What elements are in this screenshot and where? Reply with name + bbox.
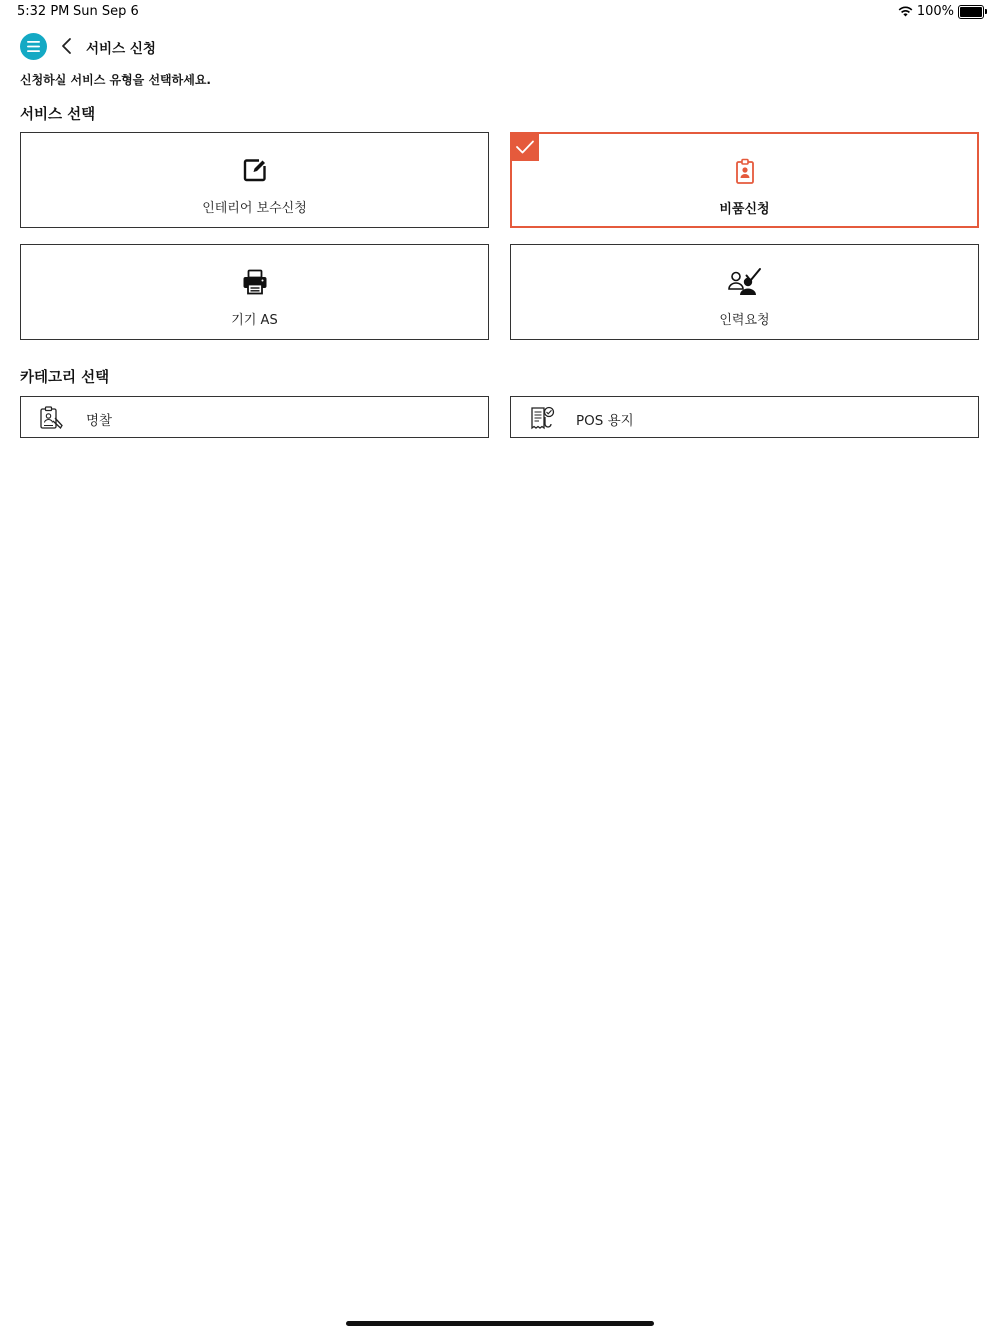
back-button[interactable] xyxy=(56,34,80,58)
menu-button[interactable] xyxy=(20,33,47,60)
hamburger-icon xyxy=(27,41,40,52)
service-card-staff-request[interactable] xyxy=(510,244,979,340)
category-label: POS 용지 xyxy=(576,413,634,429)
instruction-text: 신청하실 서비스 유형을 선택하세요. xyxy=(20,73,211,87)
service-card-label: 인력요청 xyxy=(719,313,770,328)
selected-check-badge xyxy=(511,133,539,161)
service-card-device-as[interactable] xyxy=(20,244,489,340)
service-card-interior-repair[interactable] xyxy=(20,132,489,228)
service-card-label: 비품신청 xyxy=(719,202,770,217)
service-card-supplies[interactable] xyxy=(510,132,979,228)
battery-percent: 100% xyxy=(916,4,954,19)
home-indicator[interactable] xyxy=(346,1321,654,1326)
status-indicators xyxy=(898,4,984,19)
status-bar xyxy=(0,0,1000,24)
edit-square-icon xyxy=(240,155,270,185)
clipboard-person-icon xyxy=(730,156,760,186)
battery-icon xyxy=(958,5,984,19)
wifi-icon xyxy=(898,6,913,17)
name-tag-icon xyxy=(39,405,65,431)
checkmark-icon xyxy=(511,133,539,161)
status-time: 5:32 PM xyxy=(17,4,70,19)
service-card-label: 기기 AS xyxy=(231,313,278,328)
chevron-left-icon xyxy=(56,34,80,58)
page-title: 서비스 신청 xyxy=(86,41,156,57)
service-section-title: 서비스 선택 xyxy=(20,107,96,123)
status-date: Sun Sep 6 xyxy=(73,4,139,19)
receipt-paper-icon xyxy=(529,405,555,431)
category-section-title: 카테고리 선택 xyxy=(20,370,110,386)
category-label: 명찰 xyxy=(86,413,113,429)
category-item-name-tag[interactable] xyxy=(20,396,489,438)
person-check-icon xyxy=(727,267,763,297)
service-card-label: 인테리어 보수신청 xyxy=(202,201,307,216)
category-item-pos-paper[interactable] xyxy=(510,396,979,438)
printer-icon xyxy=(240,267,270,297)
